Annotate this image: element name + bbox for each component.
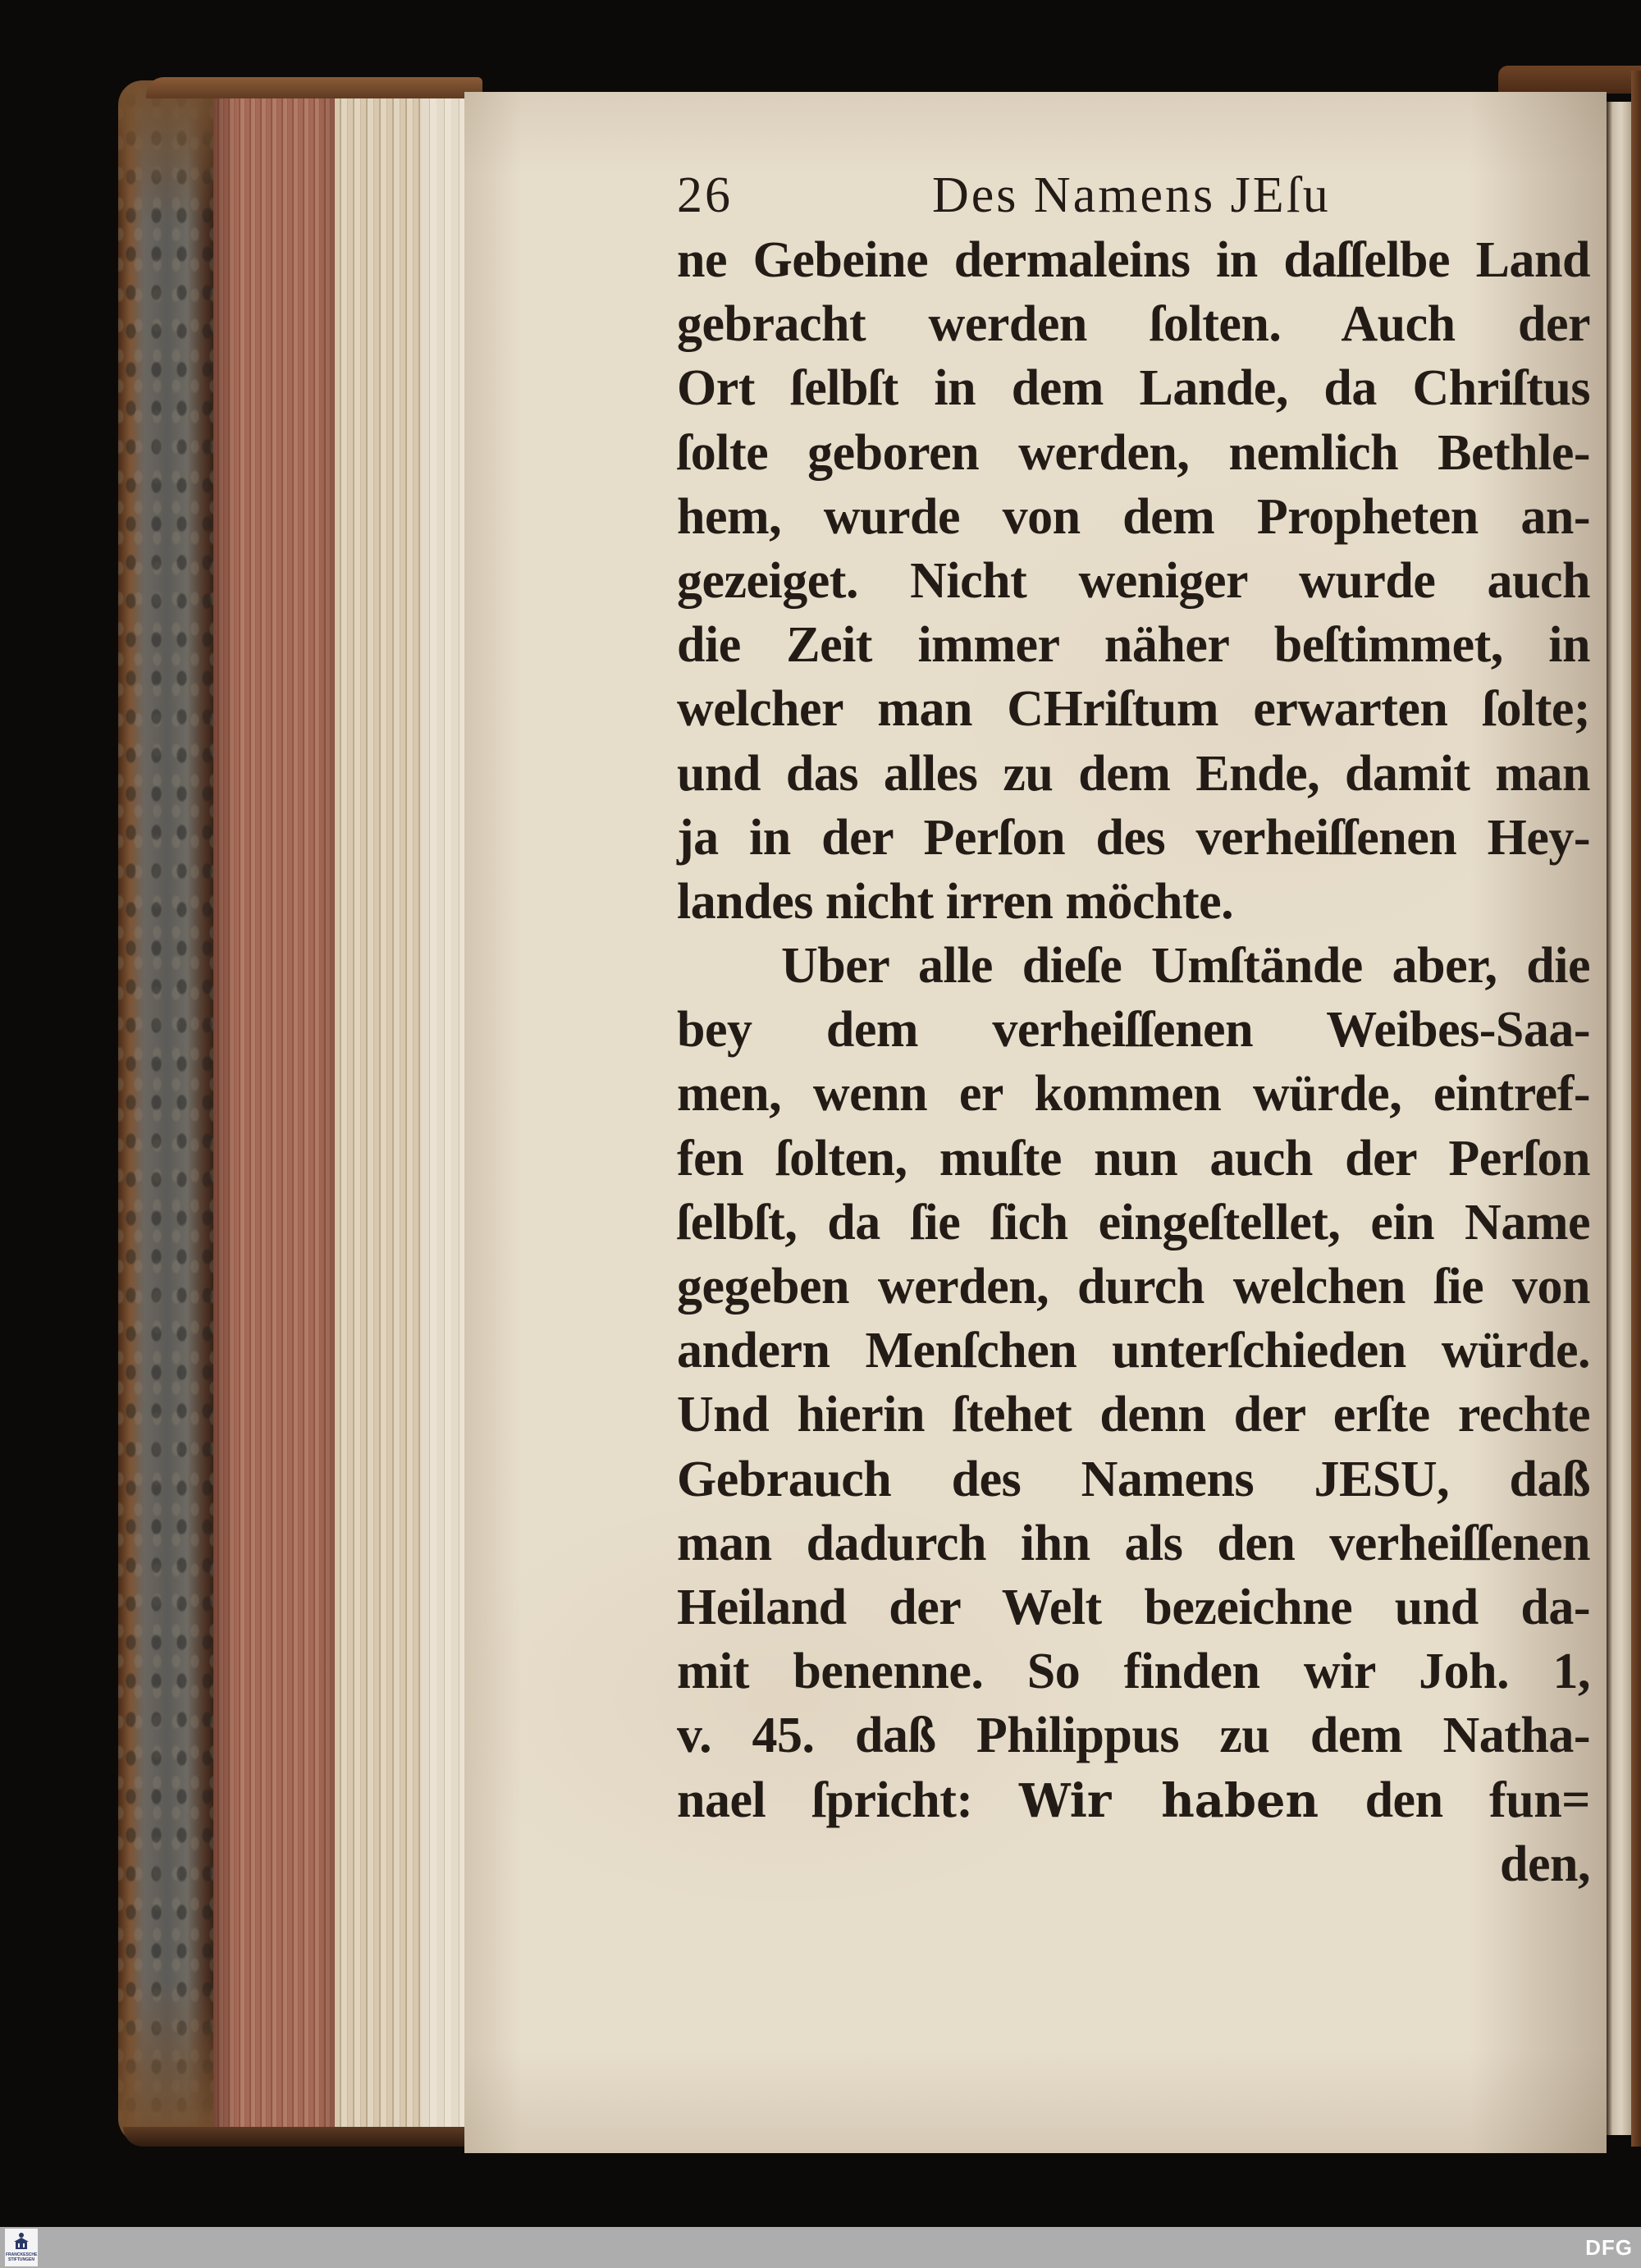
body-text xyxy=(677,228,1590,1896)
institution-logo xyxy=(5,2229,38,2266)
facing-page-edge xyxy=(1607,102,1631,2135)
book-binding-edge xyxy=(1631,71,1641,2147)
emphasized-text: Wir haben xyxy=(1019,1774,1319,1828)
text-line: Ort ſelbſt in dem Lande, da Chriſtus xyxy=(677,360,1590,417)
text-line: ſelbſt, da ſie ſich eingeſtellet, ein Name xyxy=(677,1194,1590,1251)
paragraph xyxy=(677,228,1590,934)
text-line: gezeiget. Nicht weniger wurde auch xyxy=(677,552,1590,609)
text-line: ſolte geboren werden, nemlich Bethle- xyxy=(677,424,1590,481)
text-line: Gebrauch des Namens JESU, daß xyxy=(677,1451,1590,1507)
text-line: ja in der Perſon des verheiſſenen Hey- xyxy=(677,809,1590,866)
text-line: und das alles zu dem Ende, damit man xyxy=(677,745,1590,802)
page-edges-tan xyxy=(335,95,422,2137)
emblem-icon xyxy=(11,2231,31,2251)
paragraph xyxy=(677,934,1590,1832)
text-segment: nael ſpricht: xyxy=(677,1772,1020,1828)
page-number: 26 xyxy=(677,167,733,223)
text-line xyxy=(677,1768,1590,1832)
text-line: man dadurch ihn als den verheiſſenen xyxy=(677,1515,1590,1571)
book-cover-left xyxy=(118,80,217,2143)
page-edges-light xyxy=(422,94,466,2142)
book-cover-head xyxy=(146,77,482,98)
book-cover-tail xyxy=(123,2127,468,2147)
text-segment: den fun= xyxy=(1319,1772,1590,1828)
text-line: gebracht werden ſolten. Auch der xyxy=(677,296,1590,353)
text-line: v. 45. daß Philippus zu dem Natha- xyxy=(677,1708,1590,1764)
text-line: Uber alle dieſe Umſtände aber, die xyxy=(781,938,1590,995)
text-line: gegeben werden, durch welchen ſie von xyxy=(677,1259,1590,1315)
catchword: den, xyxy=(1500,1836,1590,1892)
text-line: hem, wurde von dem Propheten an- xyxy=(677,488,1590,545)
text-line: Heiland der Welt bezeichne und da- xyxy=(677,1579,1590,1635)
running-title: Des Namens JEſu xyxy=(932,167,1331,223)
text-line: men, wenn er kommen würde, eintref- xyxy=(677,1066,1590,1123)
text-line: landes nicht irren möchte. xyxy=(677,873,1234,930)
logo-lettering: FRANCKESCHE STIFTUNGEN xyxy=(6,2252,38,2262)
page-edges-red xyxy=(213,97,335,2133)
text-line: bey dem verheiſſenen Weibes-Saa- xyxy=(677,1002,1590,1059)
text-line: welcher man CHriſtum erwarten ſolte; xyxy=(677,681,1590,738)
book-cover-corner xyxy=(1498,66,1641,94)
running-header xyxy=(677,167,1590,223)
text-line: andern Menſchen unterſchieden würde. xyxy=(677,1323,1590,1379)
text-line: ne Gebeine dermaleins in daſſelbe Land xyxy=(677,232,1590,288)
dfg-credit: DFG xyxy=(1585,2235,1633,2260)
text-line: fen ſolten, muſte nun auch der Perſon xyxy=(677,1130,1590,1187)
book-page xyxy=(464,92,1607,2153)
text-line: die Zeit immer näher beſtimmet, in xyxy=(677,617,1590,674)
text-line: mit benenne. So finden wir Joh. 1, xyxy=(677,1644,1590,1700)
footer-bar xyxy=(0,2227,1641,2268)
text-line: Und hierin ſtehet denn der erſte rechte xyxy=(677,1387,1590,1443)
